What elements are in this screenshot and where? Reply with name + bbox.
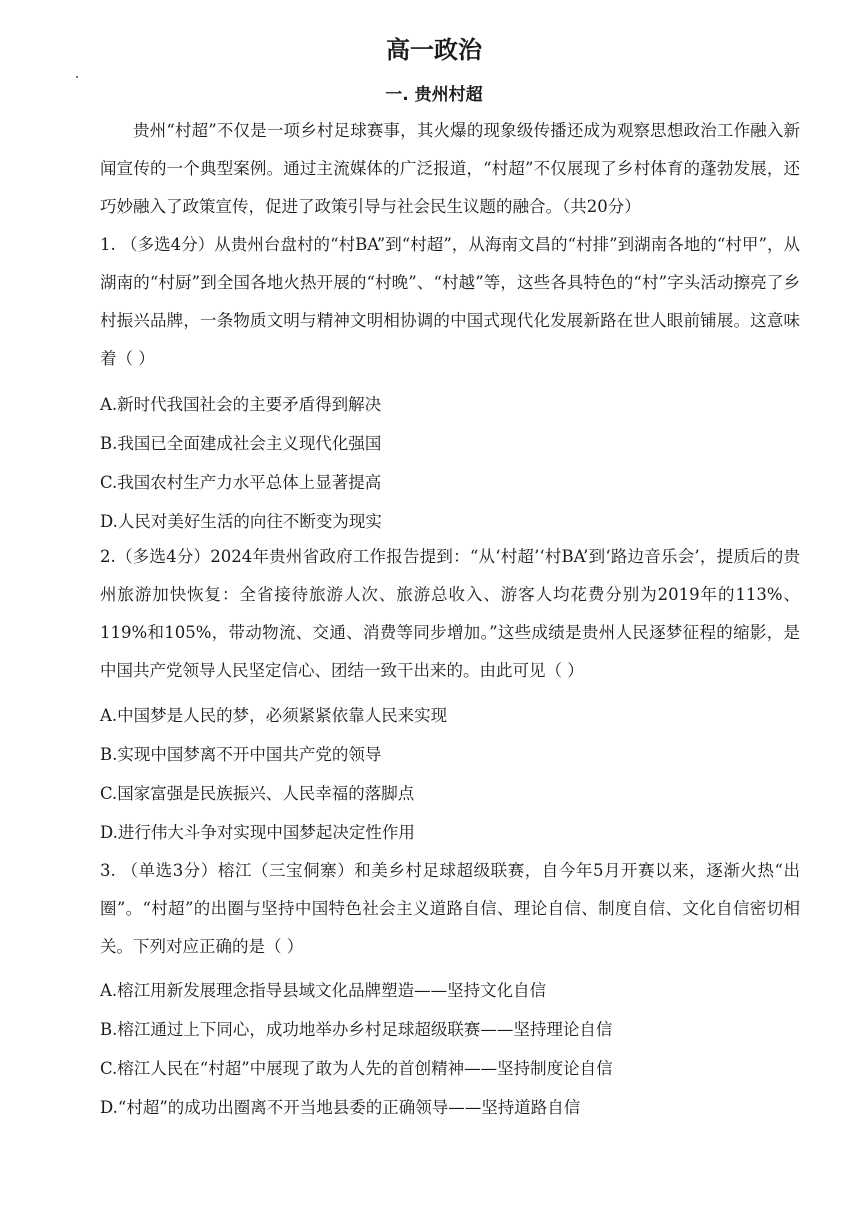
question-3-option-a: A.榕江用新发展理念指导县域文化品牌塑造——坚持文化自信 [100, 981, 547, 1000]
question-1-option-a: A.新时代我国社会的主要矛盾得到解决 [100, 395, 382, 414]
question-3-option-b: B.榕江通过上下同心，成功地举办乡村足球超级联赛——坚持理论自信 [100, 1020, 613, 1039]
scan-speck [76, 76, 78, 78]
intro-paragraph: 贵州“村超”不仅是一项乡村足球赛事，其火爆的现象级传播还成为观察思想政治工作融入新闻宣传的一个典型案例。通过主流媒体的广泛报道，“村超”不仅展现了乡村体育的蓬勃发展，还巧妙融入了政策宣传，促进了政策引导与社会民生议题的融合。（共20分） [100, 121, 800, 216]
section-heading: 一. 贵州村超 [385, 85, 483, 105]
page-title: 高一政治 [386, 36, 482, 64]
question-1-option-b: B.我国已全面建成社会主义现代化强国 [100, 434, 382, 453]
question-3-option-c: C.榕江人民在“村超”中展现了敢为人先的首创精神——坚持制度论自信 [100, 1059, 613, 1078]
question-2-option-b: B.实现中国梦离不开中国共产党的领导 [100, 745, 382, 764]
question-2-option-a: A.中国梦是人民的梦，必须紧紧依靠人民来实现 [100, 706, 448, 725]
question-1-option-d: D.人民对美好生活的向往不断变为现实 [100, 512, 382, 531]
question-2-option-d: D.进行伟大斗争对实现中国梦起决定性作用 [100, 823, 415, 842]
question-2-stem: 2.（多选4分）2024年贵州省政府工作报告提到：“从‘村超’‘村BA’到‘路边音乐会’，提质后的贵州旅游加快恢复：全省接待旅游人次、旅游总收入、游客人均花费分别为2019年的113%、119%和105%，带动物流、交通、消费等同步增加。”这些成绩是贵州人民逐梦征程的缩影，是中国共产党领导人民坚定信心、团结一致干出来的。由此可见（ ） [100, 547, 800, 680]
question-1-stem: 1. （多选4分）从贵州台盘村的“村BA”到“村超”，从海南文昌的“村排”到湖南各地的“村甲”，从湖南的“村厨”到全国各地火热开展的“村晚”、“村越”等，这些各具特色的“村”字头活动擦亮了乡村振兴品牌，一条物质文明与精神文明相协调的中国式现代化发展新路在世人眼前铺展。这意味着（ ） [100, 235, 800, 368]
question-1-option-c: C.我国农村生产力水平总体上显著提高 [100, 473, 382, 492]
question-3-option-d: D.“村超”的成功出圈离不开当地县委的正确领导——坚持道路自信 [100, 1098, 581, 1117]
question-3-stem: 3. （单选3分）榕江（三宝侗寨）和美乡村足球超级联赛，自今年5月开赛以来，逐渐火热“出圈”。“村超”的出圈与坚持中国特色社会主义道路自信、理论自信、制度自信、文化自信密切相关。下列对应正确的是（ ） [100, 861, 800, 956]
question-2-option-c: C.国家富强是民族振兴、人民幸福的落脚点 [100, 784, 415, 803]
